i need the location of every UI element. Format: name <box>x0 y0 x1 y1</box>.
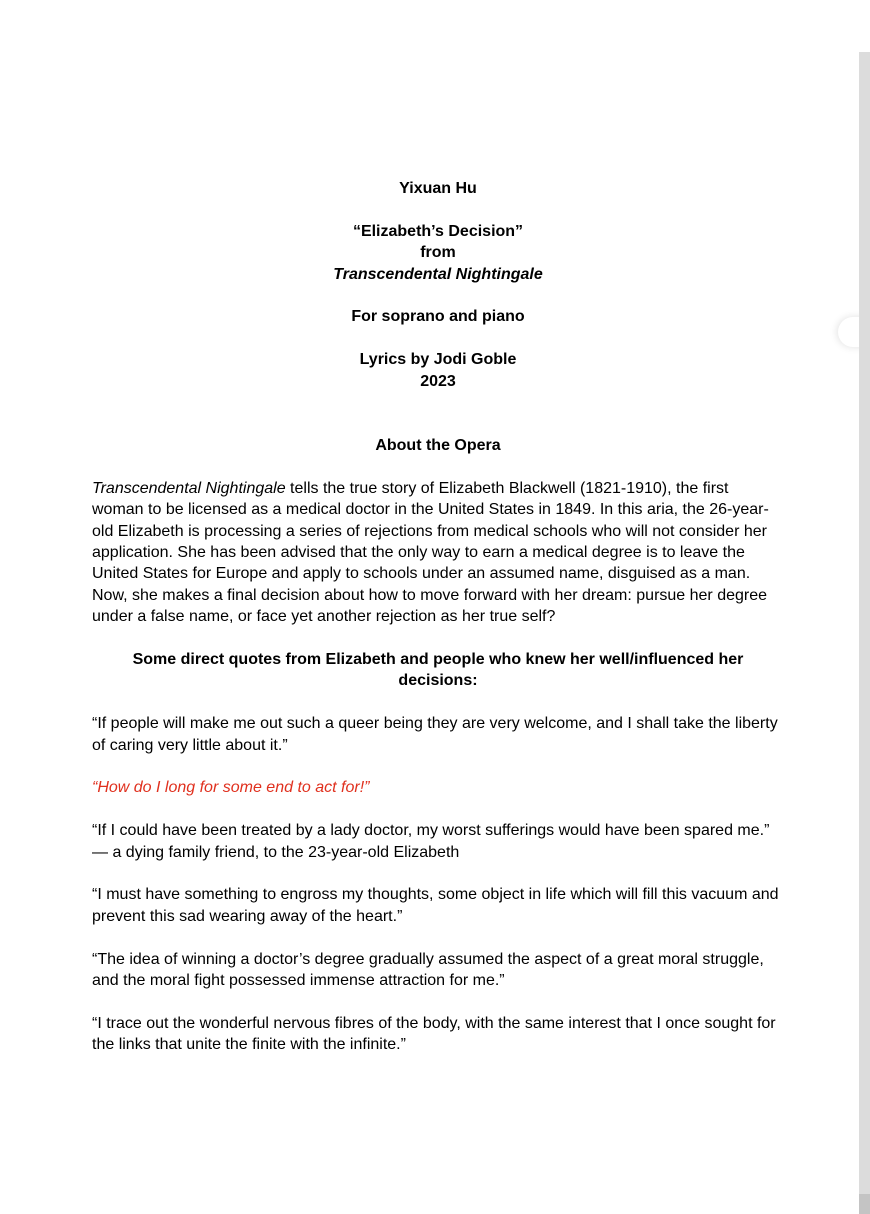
quote-3: “If I could have been treated by a lady doctor, my worst sufferings would have been spared me.” <box>92 822 770 840</box>
quote-2-highlighted: “How do I long for some end to act for!” <box>92 779 370 797</box>
about-heading: About the Opera <box>375 437 501 455</box>
composer-name: Yixuan Hu <box>399 180 477 197</box>
opera-title: Transcendental Nightingale <box>333 265 543 283</box>
quote-4: “I must have something to engross my thoughts, some object in life which will fill this vacuum and prevent this sad wearing away of the heart.” <box>92 886 779 925</box>
year: 2023 <box>420 372 456 390</box>
document-content <box>92 178 784 1056</box>
quote-1: “If people will make me out such a queer being they are very welcome, and I shall take the liberty of caring very little about it.” <box>92 715 778 754</box>
from-label: from <box>420 244 456 262</box>
aria-title: “Elizabeth’s Decision” <box>352 222 524 240</box>
about-paragraph <box>92 478 784 628</box>
quotes-heading: Some direct quotes from Elizabeth and people who knew her well/influenced her decisions: <box>132 651 744 690</box>
about-opera-title: Transcendental Nightingale <box>92 479 286 497</box>
vertical-scrollbar[interactable] <box>859 52 870 1214</box>
about-body: tells the true story of Elizabeth Blackwell (1821-1910), the first woman to be licensed as a medical doctor in the United States in 1849. In this aria, the 26-year-old Elizabeth is processing a series of rejections from medical schools who will not consider her application. She has been advised that the only way to earn a medical degree is to leave the United States for Europe and apply to schools under an assumed name, disguised as a man. Now, she makes a final decision about how to move forward with her dream: pursue her degree under a false name, or face yet another rejection as her true self? <box>92 479 769 626</box>
quote-3-attribution: — a dying family friend, to the 23-year-old Elizabeth <box>92 843 460 861</box>
lyrics-credit: Lyrics by Jodi Goble <box>359 351 517 369</box>
quote-5: “The idea of winning a doctor’s degree gradually assumed the aspect of a great moral struggle, and the moral fight possessed immense attraction for me.” <box>92 950 764 990</box>
scrollbar-thumb[interactable] <box>859 1194 870 1214</box>
instrumentation: For soprano and piano <box>351 308 525 326</box>
quote-6: “I trace out the wonderful nervous fibres of the body, with the same interest that I once sought for the links that unite the finite with the infinite.” <box>92 1014 776 1054</box>
